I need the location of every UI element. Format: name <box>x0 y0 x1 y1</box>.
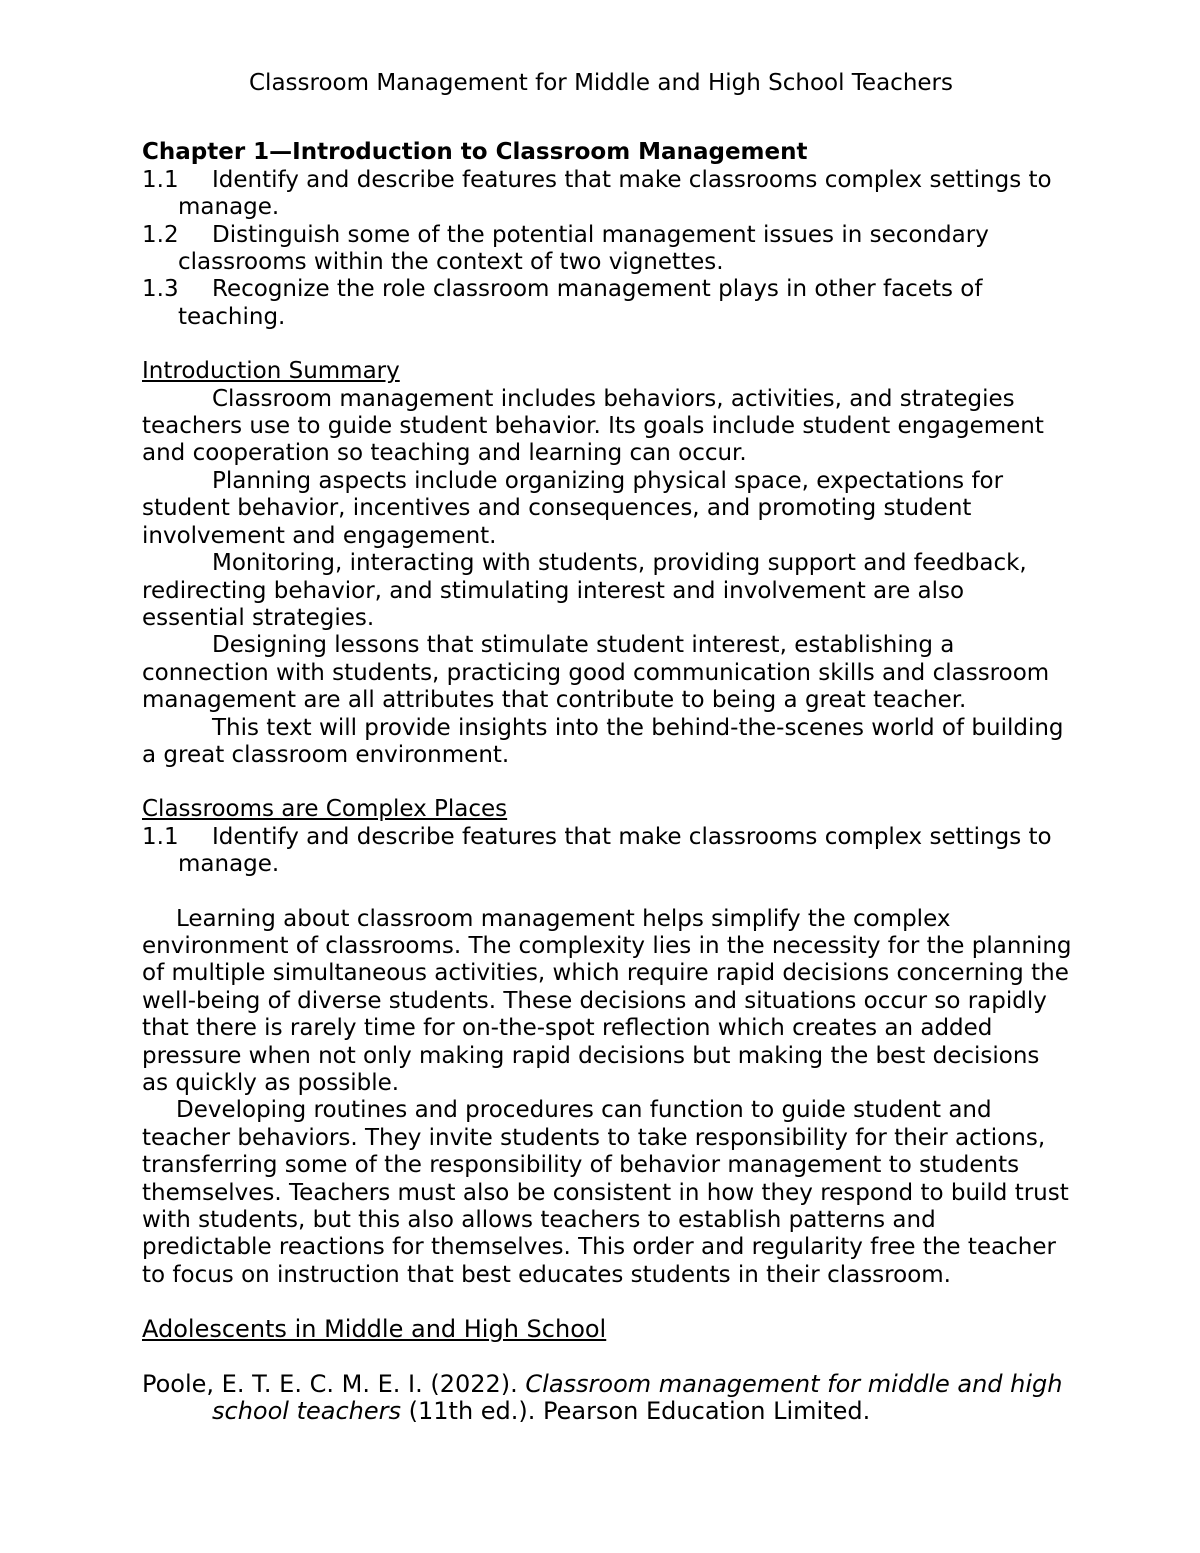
running-header: Classroom Management for Middle and High School Teachers <box>249 70 953 96</box>
spacer <box>142 331 1072 358</box>
complex-places-objective <box>142 824 1072 879</box>
spacer <box>142 769 1072 796</box>
introduction-summary-heading: Introduction Summary <box>142 358 400 385</box>
objective-number: 1.1 <box>142 166 179 193</box>
reference-entry <box>142 1371 1072 1427</box>
objective-text: Distinguish some of the potential management issues in secondary classrooms within the context of two vignettes. <box>178 221 989 276</box>
summary-paragraph: Planning aspects include organizing physical space, expectations for student behavior, incentives and consequences, and promoting student involvement and engagement. <box>142 467 1004 549</box>
objective-1-1 <box>142 167 1072 222</box>
objective-number: 1.1 <box>142 823 179 850</box>
objective-text: Recognize the role classroom management plays in other facets of teaching. <box>178 276 983 330</box>
summary-paragraph: Monitoring, interacting with students, providing support and feedback, redirecting behavior, and stimulating interest and involvement are also essential strategies. <box>142 550 1027 631</box>
spacer <box>142 879 1072 906</box>
document-page <box>142 70 1072 1426</box>
reference-title: Classroom management for middle and high school teachers <box>212 1369 1063 1426</box>
reference-publisher: (11th ed.). Pearson Education Limited. <box>401 1397 871 1426</box>
complex-places-heading: Classrooms are Complex Places <box>142 796 508 823</box>
spacer <box>142 1289 1072 1316</box>
objective-1-2 <box>142 222 1072 277</box>
objective-text: Identify and describe features that make classrooms complex settings to manage. <box>178 823 1052 878</box>
adolescents-heading: Adolescents in Middle and High School <box>142 1315 607 1344</box>
complex-places-paragraph: Developing routines and procedures can function to guide student and teacher behaviors. They invite students to take responsibility for their actions, transferring some of the responsibility of behavior management to students themselves. Teachers must also be consistent in how they respond to build trust with students, but this also allows teachers to establish patterns and predictable reactions for themselves. This order and regularity free the teacher to focus on instruction that best educates students in their classroom. <box>142 1097 1069 1288</box>
summary-paragraph: This text will provide insights into the behind-the-scenes world of building a great classroom environment. <box>142 714 1064 768</box>
spacer <box>142 1344 1072 1371</box>
complex-places-paragraph: Learning about classroom management helps simplify the complex environment of classrooms. The complexity lies in the necessity for the planning of multiple simultaneous activities, which require rapid decisions concerning the well-being of diverse students. These decisions and situations occur so rapidly that there is rarely time for on-the-spot reflection which creates an added pressure when not only making rapid decisions but making the best decisions as quickly as possible. <box>142 905 1072 1096</box>
objective-number: 1.3 <box>142 276 179 303</box>
summary-paragraph: Classroom management includes behaviors, activities, and strategies teachers use to guide student behavior. Its goals include student engagement and cooperation so teaching and learning can occur. <box>142 385 1044 467</box>
summary-paragraph: Designing lessons that stimulate student interest, establishing a connection with students, practicing good communication skills and classroom management are all attributes that contribute to being a great teacher. <box>142 632 1050 714</box>
chapter-title: Chapter 1—Introduction to Classroom Management <box>142 139 808 166</box>
objective-1-3 <box>142 276 1072 331</box>
objective-number: 1.2 <box>142 221 179 248</box>
objective-text: Identify and describe features that make classrooms complex settings to manage. <box>178 166 1052 221</box>
reference-authors: Poole, E. T. E. C. M. E. I. (2022). <box>142 1369 526 1398</box>
